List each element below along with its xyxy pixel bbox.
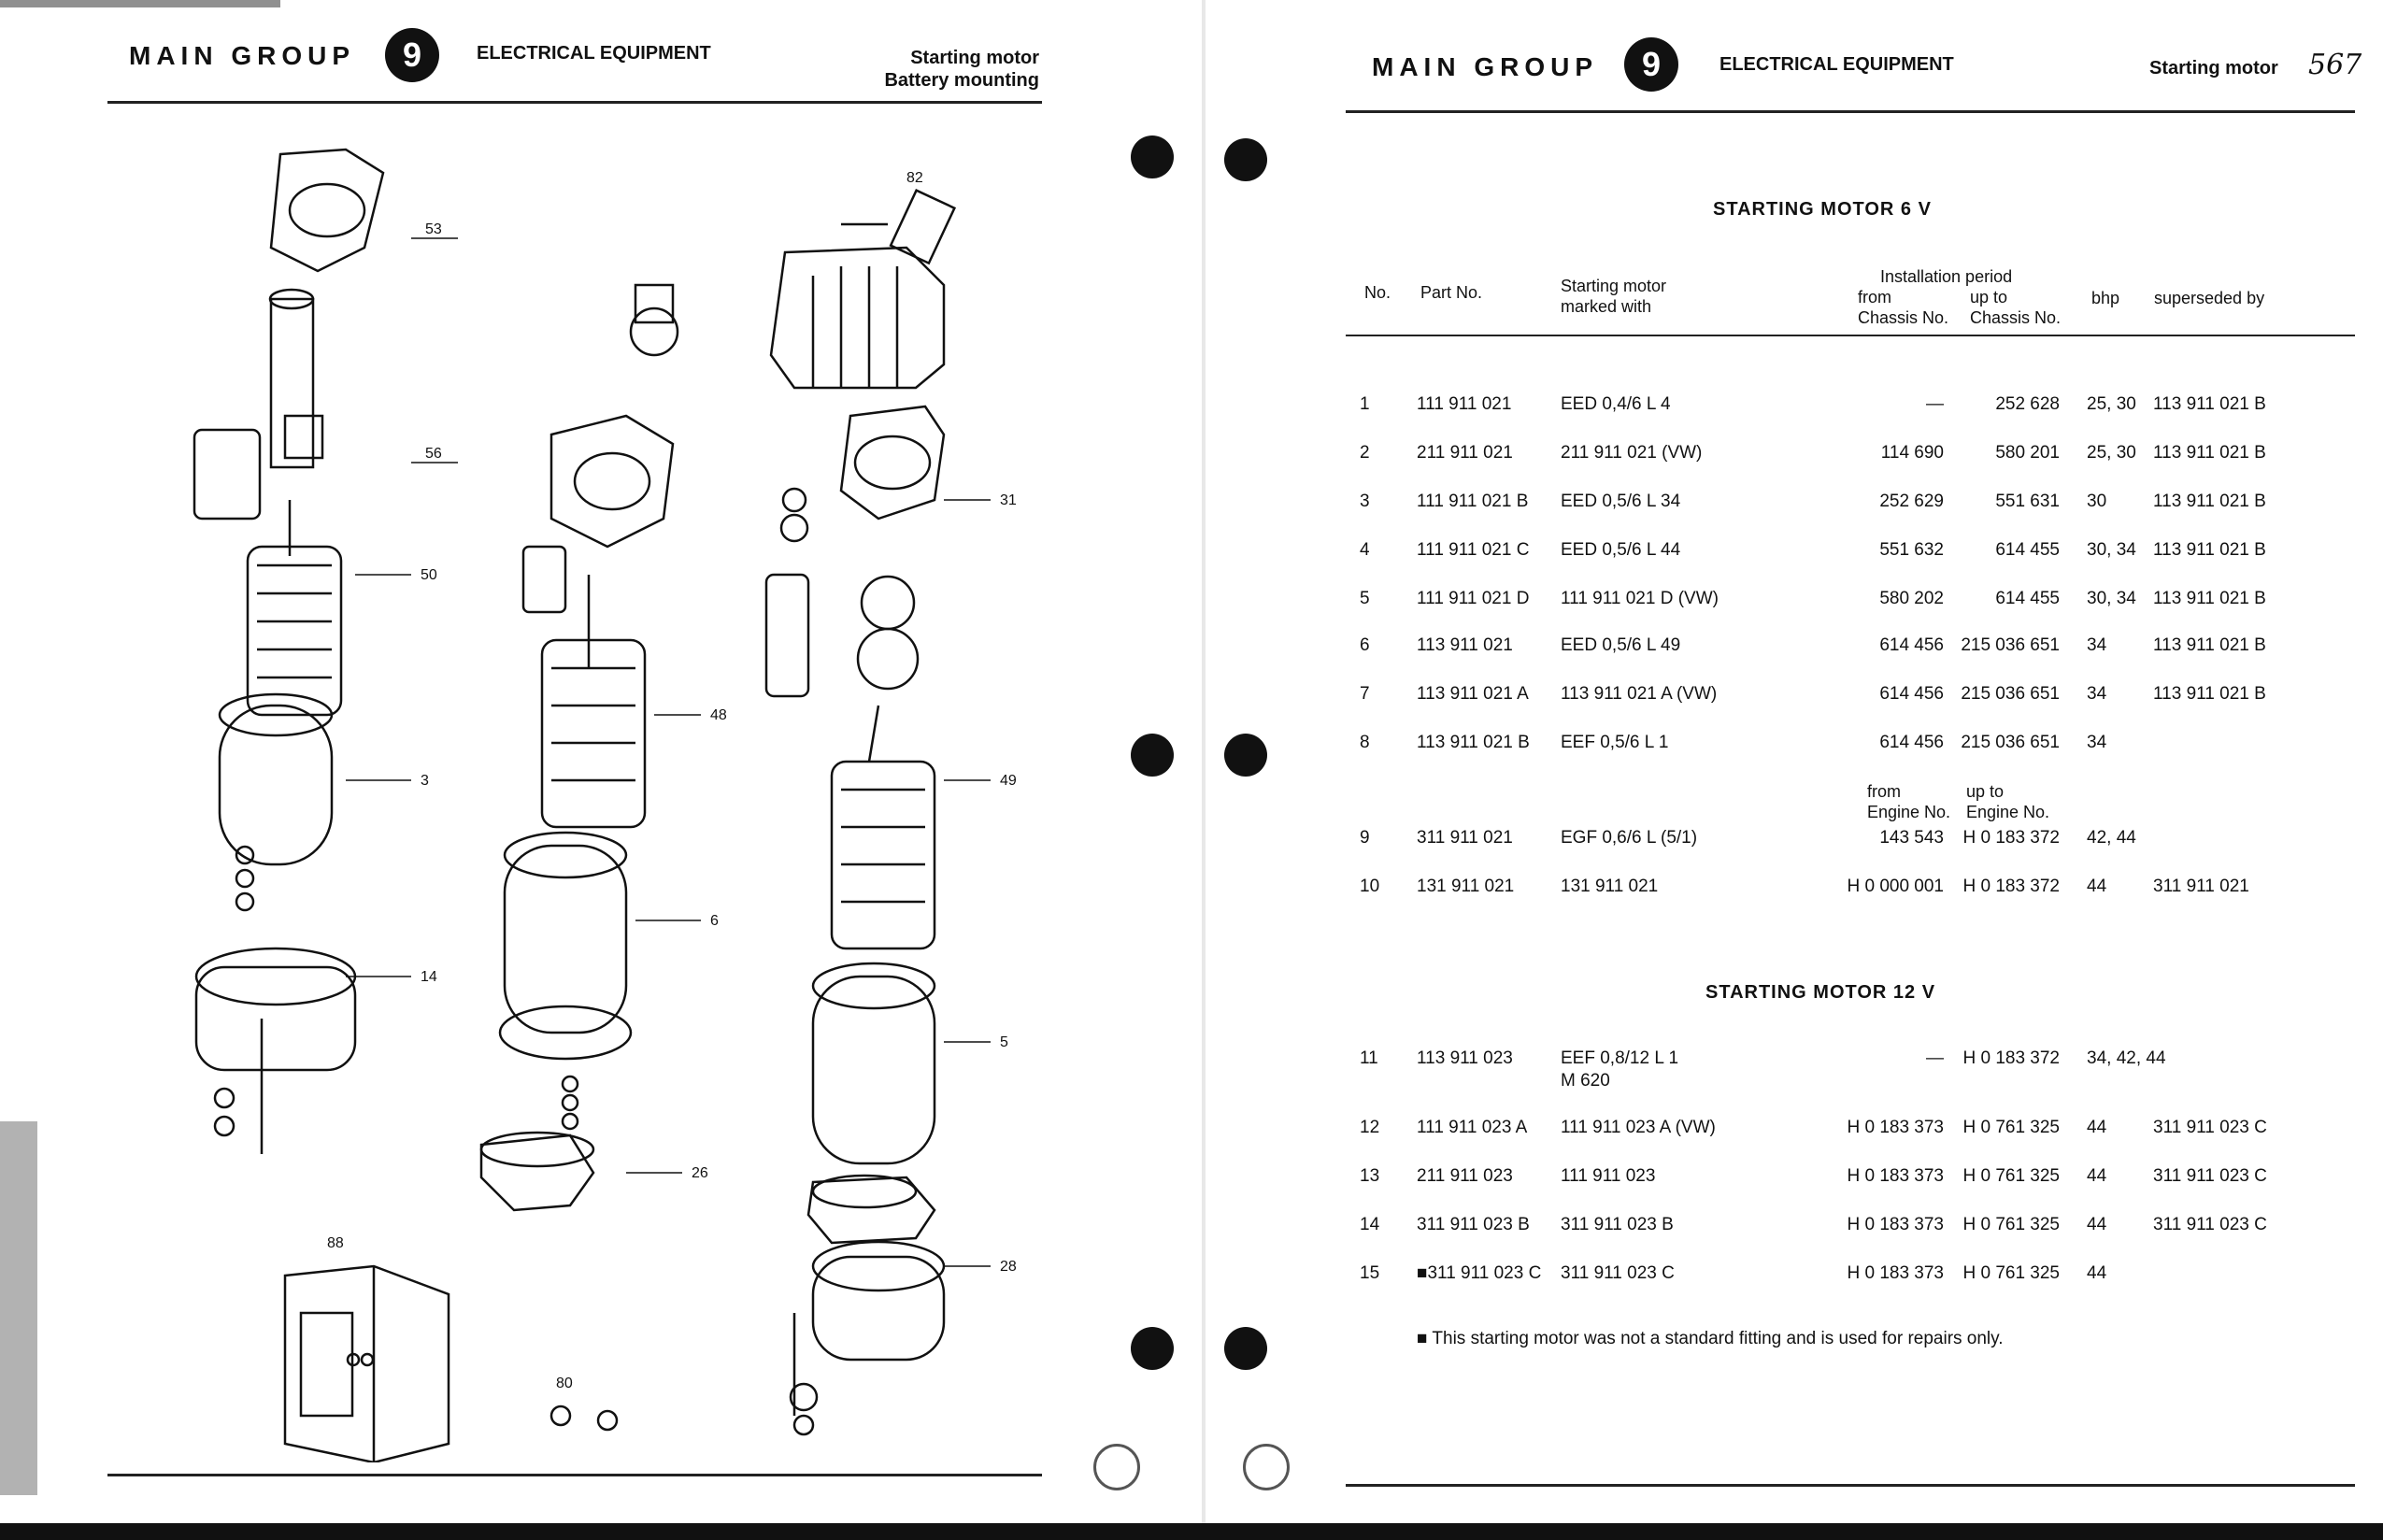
footer-rule [107, 1474, 1042, 1476]
callout-3: 3 [421, 773, 429, 789]
cell-no: 12 [1360, 1118, 1380, 1137]
cell-bhp: 34 [2087, 635, 2107, 655]
callout-31: 31 [1000, 492, 1017, 508]
cell-from: 114 690 [1880, 443, 1944, 463]
pinion-drive [631, 308, 678, 355]
cell-part: 311 911 023 B [1417, 1215, 1530, 1234]
cell-superseded: 113 911 021 B [2153, 635, 2266, 655]
cell-no: 6 [1360, 635, 1370, 655]
binder-ring [1093, 1444, 1140, 1490]
cell-marked: EEF 0,8/12 L 1 [1561, 1048, 1679, 1068]
main-group-label: MAIN GROUP [129, 41, 355, 70]
scan-noise [0, 1121, 37, 1495]
col-header-marked [1561, 276, 1666, 317]
cell-bhp: 25, 30 [2087, 394, 2136, 414]
solenoid [523, 547, 565, 612]
col-header-from-line2: Chassis No. [1858, 308, 1949, 327]
cell-upto: 580 201 [1995, 443, 2060, 463]
binder-ring [1243, 1444, 1290, 1490]
exploded-parts-diagram [103, 107, 1037, 1462]
cell-superseded: 113 911 021 B [2153, 684, 2266, 704]
cell-upto: H 0 183 372 [1962, 1048, 2060, 1068]
engine-header-upto-line2: Engine No. [1966, 803, 2050, 821]
cell-no: 14 [1360, 1215, 1380, 1234]
cell-marked: 111 911 023 [1561, 1166, 1656, 1186]
end-cover [481, 1135, 593, 1210]
cell-superseded: 113 911 021 B [2153, 443, 2266, 463]
col-header-bhp: bhp [2091, 289, 2120, 307]
cell-part: ■311 911 023 C [1417, 1263, 1542, 1283]
footnote: ■ This starting motor was not a standard fitting and is used for repairs only. [1417, 1329, 2004, 1348]
field-frame-right [813, 977, 935, 1163]
col-header-part-no: Part No. [1420, 283, 1483, 302]
cell-no: 13 [1360, 1166, 1380, 1186]
cell-bhp: 44 [2087, 1118, 2107, 1137]
binder-hole [1131, 1327, 1174, 1370]
callout-6: 6 [710, 913, 719, 929]
scan-noise [0, 0, 280, 7]
cell-upto: H 0 761 325 [1962, 1215, 2060, 1234]
col-header-marked-line2: marked with [1561, 297, 1652, 316]
group-number-badge: 9 [1624, 37, 1678, 92]
cell-marked-line2: M 620 [1561, 1071, 1610, 1091]
cell-no: 5 [1360, 589, 1370, 608]
pinion-gear [285, 416, 322, 458]
cell-marked: 111 911 023 A (VW) [1561, 1118, 1716, 1137]
table-title-6v: STARTING MOTOR 6 V [1713, 199, 1932, 220]
cell-from: 580 202 [1879, 589, 1944, 608]
callout-48: 48 [710, 707, 727, 723]
cell-bhp: 44 [2087, 877, 2107, 896]
cell-part: 111 911 021 [1417, 394, 1512, 414]
cell-marked: EGF 0,6/6 L (5/1) [1561, 828, 1698, 848]
cell-marked: EED 0,5/6 L 49 [1561, 635, 1681, 655]
cell-no: 11 [1360, 1048, 1378, 1068]
commutator-end-plate [196, 967, 355, 1070]
cell-from: — [1926, 1048, 1944, 1068]
engine-header-from-line2: Engine No. [1867, 803, 1951, 821]
cell-marked: 311 911 023 B [1561, 1215, 1674, 1234]
drive-pinion [858, 629, 918, 689]
group-number-badge: 9 [385, 28, 439, 82]
cell-bhp: 30, 34 [2087, 589, 2136, 608]
engine-header-upto [1966, 781, 2049, 822]
callout-49: 49 [1000, 773, 1017, 789]
cell-part: 111 911 021 C [1417, 540, 1530, 560]
cell-superseded: 311 911 023 C [2153, 1118, 2267, 1137]
pole-housing [505, 846, 626, 1033]
cell-no: 7 [1360, 684, 1370, 704]
solenoid-right [766, 575, 808, 696]
cell-part: 113 911 021 [1417, 635, 1513, 655]
callout-26: 26 [692, 1165, 708, 1181]
col-header-marked-line1: Starting motor [1561, 277, 1667, 295]
col-header-upto-line2: Chassis No. [1970, 308, 2062, 327]
engine-header-from [1867, 781, 1950, 822]
cell-no: 10 [1360, 877, 1380, 896]
footer-rule [1346, 1484, 2355, 1487]
cell-from: H 0 000 001 [1847, 877, 1944, 896]
cell-bhp: 30, 34 [2087, 540, 2136, 560]
cell-superseded: 311 911 023 C [2153, 1215, 2267, 1234]
callout-56: 56 [425, 446, 442, 462]
cell-marked: 113 911 021 A (VW) [1561, 684, 1718, 704]
cell-bhp: 44 [2087, 1166, 2107, 1186]
cell-bhp: 34 [2087, 733, 2107, 752]
cell-bhp: 44 [2087, 1215, 2107, 1234]
cell-marked: 111 911 021 D (VW) [1561, 589, 1719, 608]
cell-from: 252 629 [1879, 492, 1944, 511]
cell-superseded: 311 911 021 [2153, 877, 2249, 896]
col-header-upto [1970, 287, 2061, 328]
cell-no: 2 [1360, 443, 1370, 463]
binder-hole [1224, 138, 1267, 181]
cell-marked: EED 0,5/6 L 44 [1561, 540, 1681, 560]
cell-part: 111 911 021 B [1417, 492, 1529, 511]
section-title: ELECTRICAL EQUIPMENT [1719, 54, 1954, 75]
col-header-period: Installation period [1880, 267, 2013, 286]
cell-upto: H 0 761 325 [1962, 1118, 2060, 1137]
armature [248, 547, 341, 715]
table-title-12v: STARTING MOTOR 12 V [1705, 982, 1936, 1003]
engine-header-from-line1: from [1867, 782, 1901, 801]
cell-part: 113 911 021 A [1417, 684, 1529, 704]
cell-superseded: 311 911 023 C [2153, 1166, 2267, 1186]
housing-bore [290, 184, 364, 236]
callout-80: 80 [556, 1376, 573, 1391]
drive-end-housing [271, 150, 383, 271]
cell-part: 211 911 021 [1417, 443, 1513, 463]
callout-53: 53 [425, 221, 442, 237]
cell-upto: H 0 183 372 [1962, 828, 2060, 848]
binder-hole [1131, 734, 1174, 777]
page-number: 567 [2308, 49, 2362, 81]
cell-bhp: 34, 42, 44 [2087, 1048, 2166, 1068]
table-header-rule [1346, 335, 2355, 336]
cell-marked: 131 911 021 [1561, 877, 1659, 896]
cell-from: 143 543 [1879, 828, 1944, 848]
col-header-no: No. [1364, 283, 1391, 302]
subtitle-line-1: Starting motor [910, 48, 1039, 68]
cell-from: H 0 183 373 [1847, 1215, 1944, 1234]
cell-from: 614 456 [1879, 733, 1944, 752]
cell-superseded: 113 911 021 B [2153, 492, 2266, 511]
cell-from: H 0 183 373 [1847, 1166, 1944, 1186]
cell-from: H 0 183 373 [1847, 1263, 1944, 1283]
cell-upto: 252 628 [1995, 394, 2060, 414]
cell-upto: 215 036 651 [1961, 635, 2060, 655]
cell-marked: 211 911 021 (VW) [1561, 443, 1703, 463]
right-page [1206, 0, 2383, 1540]
page-subtitle [822, 47, 1039, 92]
cell-no: 9 [1360, 828, 1370, 848]
binder-hole [1131, 135, 1174, 178]
binder-hole [1224, 734, 1267, 777]
cell-upto: H 0 761 325 [1962, 1166, 2060, 1186]
battery-clamp [891, 191, 954, 264]
cell-marked: EED 0,5/6 L 34 [1561, 492, 1681, 511]
cell-from: 614 456 [1879, 684, 1944, 704]
cell-marked: EED 0,4/6 L 4 [1561, 394, 1671, 414]
cell-from: 551 632 [1879, 540, 1944, 560]
solenoid-part [194, 430, 260, 519]
header-rule [1346, 110, 2355, 113]
col-header-superseded: superseded by [2154, 289, 2265, 307]
cell-no: 15 [1360, 1263, 1380, 1283]
cell-no: 8 [1360, 733, 1370, 752]
cell-marked: 311 911 023 C [1561, 1263, 1675, 1283]
cell-part: 113 911 021 B [1417, 733, 1530, 752]
cell-upto: 614 455 [1995, 540, 2060, 560]
cell-from: H 0 183 373 [1847, 1118, 1944, 1137]
cell-upto: 215 036 651 [1961, 733, 2060, 752]
cell-part: 111 911 023 A [1417, 1118, 1528, 1137]
section-title: ELECTRICAL EQUIPMENT [477, 43, 711, 64]
callout-14: 14 [421, 969, 437, 985]
cell-upto: 614 455 [1995, 589, 2060, 608]
cell-part: 113 911 023 [1417, 1048, 1513, 1068]
callout-5: 5 [1000, 1034, 1008, 1050]
end-cap [813, 1257, 944, 1360]
cell-from: 614 456 [1879, 635, 1944, 655]
callout-50: 50 [421, 567, 437, 583]
cell-part: 111 911 021 D [1417, 589, 1530, 608]
center-drive-housing [551, 416, 673, 547]
subtitle-line-2: Battery mounting [884, 70, 1039, 91]
cell-upto: H 0 183 372 [1962, 877, 2060, 896]
col-header-from [1858, 287, 1948, 328]
cell-upto: H 0 761 325 [1962, 1263, 2060, 1283]
cell-superseded: 113 911 021 B [2153, 589, 2266, 608]
engine-header-upto-line1: up to [1966, 782, 2005, 801]
cell-bhp: 42, 44 [2087, 828, 2136, 848]
cell-part: 311 911 021 [1417, 828, 1513, 848]
battery [771, 248, 944, 388]
binder-hole [1224, 1327, 1267, 1370]
page-subtitle: Starting motor [2149, 58, 2278, 78]
cell-upto: 215 036 651 [1961, 684, 2060, 704]
cell-bhp: 44 [2087, 1263, 2107, 1283]
col-header-from-line1: from [1858, 288, 1891, 307]
cell-superseded: 113 911 021 B [2153, 394, 2266, 414]
callout-28: 28 [1000, 1259, 1017, 1275]
right-drive-housing [841, 406, 944, 519]
cell-no: 1 [1360, 394, 1370, 414]
main-group-label: MAIN GROUP [1372, 52, 1598, 81]
scan-bottom-edge [0, 1523, 2383, 1540]
brush-plate [808, 1177, 935, 1243]
callout-82: 82 [906, 170, 923, 186]
callout-88: 88 [327, 1235, 344, 1251]
cell-upto: 551 631 [1995, 492, 2060, 511]
cell-part: 131 911 021 [1417, 877, 1515, 896]
cell-bhp: 25, 30 [2087, 443, 2136, 463]
header-rule [107, 101, 1042, 104]
cell-part: 211 911 023 [1417, 1166, 1513, 1186]
cell-marked: EEF 0,5/6 L 1 [1561, 733, 1669, 752]
pinion-shaft [271, 299, 313, 467]
cell-bhp: 34 [2087, 684, 2107, 704]
cell-no: 4 [1360, 540, 1370, 560]
cell-no: 3 [1360, 492, 1370, 511]
col-header-upto-line1: up to [1970, 288, 2008, 307]
cell-superseded: 113 911 021 B [2153, 540, 2266, 560]
cell-from: — [1926, 394, 1944, 414]
cell-bhp: 30 [2087, 492, 2107, 511]
